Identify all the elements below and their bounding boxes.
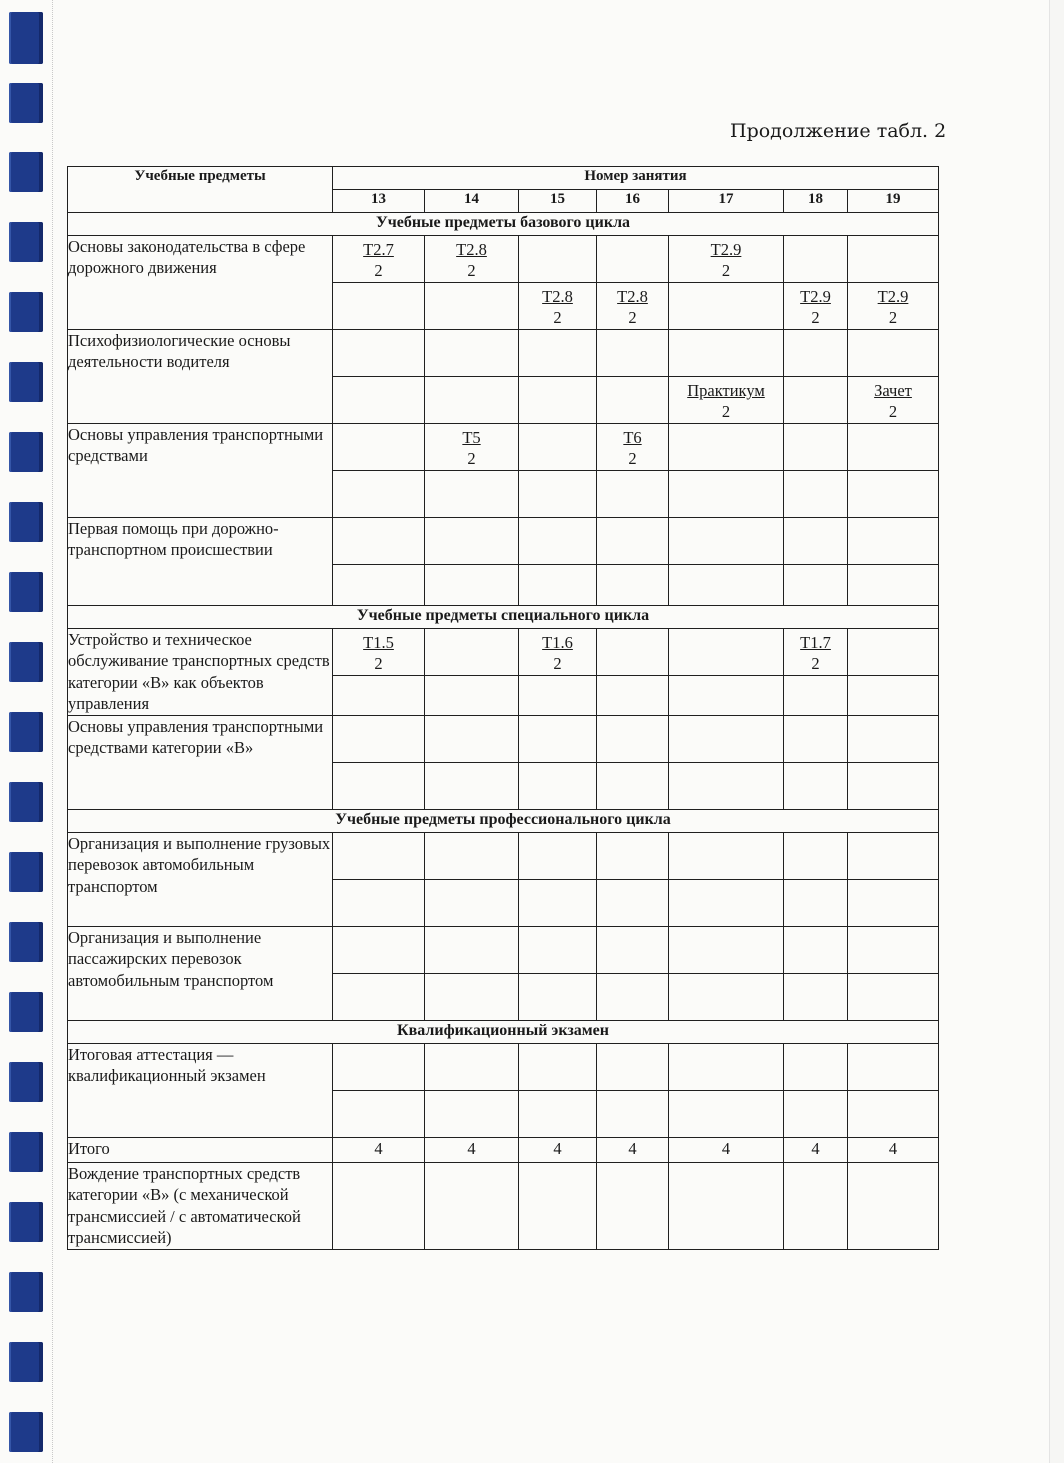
table-cell (519, 879, 597, 926)
total-16: 4 (597, 1137, 669, 1162)
hours-value: 2 (553, 654, 562, 674)
table-cell (519, 629, 597, 676)
subject-traffic-law: Основы законодательства в сфере дорожного движения (68, 236, 333, 330)
hours-value: 2 (374, 261, 383, 281)
table-cell (519, 565, 597, 606)
topic-code: Т2.9 (877, 287, 909, 306)
binding-ring (9, 292, 43, 332)
binding-ring (9, 12, 43, 64)
table-cell (597, 424, 669, 471)
binding-ring (9, 1062, 43, 1102)
table-cell (848, 762, 939, 809)
total-13: 4 (333, 1137, 425, 1162)
table-cell (784, 377, 848, 424)
subject-vehicle-control: Основы управления транспортными средствами (68, 424, 333, 518)
table-cell (597, 1090, 669, 1137)
topic-code: Т2.8 (617, 287, 648, 306)
table-cell (425, 676, 519, 715)
table-cell (333, 973, 425, 1020)
table-cell (519, 762, 597, 809)
table-cell (333, 832, 425, 879)
table-cell (425, 629, 519, 676)
table-cell (333, 377, 425, 424)
topic-code: Т2.8 (456, 240, 487, 259)
table-cell (597, 1043, 669, 1090)
topic-code: Т2.9 (710, 240, 742, 259)
table-cell (669, 1043, 784, 1090)
table-cell (669, 629, 784, 676)
section-special-title: Учебные предметы специального цикла (68, 606, 939, 629)
table-cell (848, 283, 939, 330)
table-cell (669, 762, 784, 809)
table-cell (848, 676, 939, 715)
table-cell (784, 879, 848, 926)
lesson-17-header: 17 (669, 190, 784, 213)
table-cell (597, 879, 669, 926)
table-cell (597, 676, 669, 715)
table-cell (333, 236, 425, 283)
table-cell (519, 973, 597, 1020)
binding-ring (9, 222, 43, 262)
table-cell (425, 973, 519, 1020)
binding-ring (9, 152, 43, 192)
table-cell (519, 1043, 597, 1090)
binding-ring (9, 362, 43, 402)
topic-code: Практикум (687, 381, 765, 400)
table-cell (519, 236, 597, 283)
table-cell (519, 330, 597, 377)
total-17: 4 (669, 1137, 784, 1162)
lesson-18-header: 18 (784, 190, 848, 213)
table-cell (519, 424, 597, 471)
table-cell (669, 330, 784, 377)
hours-value: 2 (721, 261, 731, 281)
table-cell (425, 926, 519, 973)
table-cell (669, 471, 784, 518)
spiral-binding (0, 0, 48, 1463)
table-cell (425, 1162, 519, 1249)
binding-ring (9, 1342, 43, 1382)
table-cell (597, 1162, 669, 1249)
table-cell (784, 973, 848, 1020)
subjects-header: Учебные предметы (68, 167, 333, 213)
hours-value: 2 (721, 402, 731, 422)
table-cell (519, 1162, 597, 1249)
binding-ring (9, 1202, 43, 1242)
subject-driving: Вождение транспортных средств категории «В» (с механической трансмиссией / с автоматической трансмиссией) (68, 1162, 333, 1249)
table-cell (425, 471, 519, 518)
table-cell (669, 1162, 784, 1249)
table-cell (669, 283, 784, 330)
table-cell (669, 424, 784, 471)
table-cell (669, 1090, 784, 1137)
table-cell (425, 715, 519, 762)
table-cell (519, 926, 597, 973)
page-edge (1049, 0, 1064, 1463)
table-cell (848, 377, 939, 424)
binding-ring (9, 1132, 43, 1172)
table-cell (425, 832, 519, 879)
topic-code: Т2.7 (363, 240, 394, 259)
schedule-table (67, 166, 939, 1250)
table-cell (669, 518, 784, 565)
table-cell (848, 926, 939, 973)
table-cell (784, 1043, 848, 1090)
hours-value: 2 (374, 654, 383, 674)
table-cell (425, 377, 519, 424)
table-cell (597, 926, 669, 973)
table-cell (333, 424, 425, 471)
total-15: 4 (519, 1137, 597, 1162)
table-cell (784, 424, 848, 471)
table-cell (519, 715, 597, 762)
table-cell (669, 832, 784, 879)
binding-ring (9, 712, 43, 752)
table-cell (333, 629, 425, 676)
lesson-13-header: 13 (333, 190, 425, 213)
binding-ring (9, 1412, 43, 1452)
table-cell (848, 629, 939, 676)
table-cell (784, 629, 848, 676)
table-cell (333, 879, 425, 926)
total-14: 4 (425, 1137, 519, 1162)
table-cell (848, 518, 939, 565)
table-cell (848, 879, 939, 926)
table-cell (597, 236, 669, 283)
table-cell (597, 471, 669, 518)
table-cell (597, 715, 669, 762)
table-cell (597, 518, 669, 565)
table-cell (425, 879, 519, 926)
table-cell (669, 676, 784, 715)
binding-ring (9, 852, 43, 892)
table-cell (425, 1043, 519, 1090)
subject-vehicle-device: Устройство и техническое обслуживание транспортных средств категории «В» как объектов управления (68, 629, 333, 716)
table-cell (669, 715, 784, 762)
table-cell (669, 377, 784, 424)
table-cell (519, 518, 597, 565)
lesson-number-header: Номер занятия (333, 167, 939, 190)
table-cell (597, 330, 669, 377)
binding-ring (9, 432, 43, 472)
table-cell (333, 762, 425, 809)
topic-code: Т1.5 (363, 633, 394, 652)
table-cell (784, 518, 848, 565)
table-cell (519, 471, 597, 518)
total-18: 4 (784, 1137, 848, 1162)
table-cell (519, 283, 597, 330)
topic-code: Т5 (462, 428, 481, 447)
table-cell (784, 330, 848, 377)
topic-code: Т1.6 (542, 633, 573, 652)
table-cell (333, 926, 425, 973)
table-cell (425, 236, 519, 283)
table-cell (784, 832, 848, 879)
hours-value: 2 (628, 308, 637, 328)
table-cell (669, 236, 784, 283)
table-cell (333, 1162, 425, 1249)
table-cell (333, 518, 425, 565)
table-cell (848, 471, 939, 518)
table-cell (597, 283, 669, 330)
hours-value: 2 (628, 449, 637, 469)
table-cell (425, 330, 519, 377)
section-professional-title: Учебные предметы профессионального цикла (68, 809, 939, 832)
table-cell (425, 424, 519, 471)
table-cell (848, 973, 939, 1020)
lesson-15-header: 15 (519, 190, 597, 213)
table-cell (784, 1162, 848, 1249)
table-cell (597, 565, 669, 606)
topic-code: Т2.8 (542, 287, 573, 306)
binding-ring (9, 572, 43, 612)
table-cell (425, 565, 519, 606)
hours-value: 2 (888, 402, 898, 422)
subject-vehicle-control-b: Основы управления транспортными средствами категории «В» (68, 715, 333, 809)
table-caption: Продолжение табл. 2 (730, 120, 947, 142)
binding-ring (9, 782, 43, 822)
subject-passenger-transport: Организация и выполнение пассажирских перевозок автомобильным транспортом (68, 926, 333, 1020)
binding-ring (9, 1272, 43, 1312)
table-cell (784, 471, 848, 518)
hours-value: 2 (811, 654, 820, 674)
table-cell (848, 1162, 939, 1249)
binding-ring (9, 502, 43, 542)
lesson-14-header: 14 (425, 190, 519, 213)
table-cell (784, 676, 848, 715)
table-cell (848, 565, 939, 606)
section-basic-title: Учебные предметы базового цикла (68, 213, 939, 236)
hours-value: 2 (811, 308, 820, 328)
table-cell (784, 236, 848, 283)
table-cell (669, 879, 784, 926)
table-cell (333, 283, 425, 330)
table-cell (848, 1090, 939, 1137)
lesson-19-header: 19 (848, 190, 939, 213)
table-cell (669, 565, 784, 606)
table-cell (519, 676, 597, 715)
table-cell (848, 1043, 939, 1090)
table-cell (784, 926, 848, 973)
binding-ring (9, 922, 43, 962)
table-cell (848, 715, 939, 762)
punch-holes (52, 0, 59, 1463)
lesson-16-header: 16 (597, 190, 669, 213)
subject-first-aid: Первая помощь при дорожно-транспортном происшествии (68, 518, 333, 606)
table-cell (669, 973, 784, 1020)
table-cell (597, 832, 669, 879)
topic-code: Т1.7 (800, 633, 831, 652)
table-cell (425, 762, 519, 809)
table-cell (333, 715, 425, 762)
hours-value: 2 (467, 449, 476, 469)
subject-cargo-transport: Организация и выполнение грузовых перевозок автомобильным транспортом (68, 832, 333, 926)
table-cell (425, 283, 519, 330)
topic-code: Зачет (874, 381, 912, 400)
table-cell (597, 377, 669, 424)
subject-final-attestation: Итоговая аттестация — квалификационный экзамен (68, 1043, 333, 1137)
table-cell (425, 518, 519, 565)
table-cell (333, 676, 425, 715)
table-cell (784, 762, 848, 809)
table-cell (597, 973, 669, 1020)
table-cell (333, 565, 425, 606)
table-cell (784, 565, 848, 606)
hours-value: 2 (553, 308, 562, 328)
table-cell (519, 377, 597, 424)
section-exam-title: Квалификационный экзамен (68, 1020, 939, 1043)
hours-value: 2 (467, 261, 476, 281)
table-cell (848, 330, 939, 377)
table-cell (333, 1043, 425, 1090)
table-cell (848, 424, 939, 471)
table-cell (519, 1090, 597, 1137)
table-cell (784, 283, 848, 330)
binding-ring (9, 642, 43, 682)
table-cell (519, 832, 597, 879)
binding-ring (9, 83, 43, 123)
table-cell (333, 1090, 425, 1137)
table-cell (425, 1090, 519, 1137)
table-cell (784, 715, 848, 762)
table-cell (848, 236, 939, 283)
table-cell (784, 1090, 848, 1137)
total-label: Итого (68, 1137, 333, 1162)
table-cell (597, 629, 669, 676)
table-cell (669, 926, 784, 973)
topic-code: Т6 (623, 428, 642, 447)
topic-code: Т2.9 (800, 287, 831, 306)
total-19: 4 (848, 1137, 939, 1162)
binding-ring (9, 992, 43, 1032)
subject-psychophysiology: Психофизиологические основы деятельности водителя (68, 330, 333, 424)
hours-value: 2 (888, 308, 898, 328)
table-cell (333, 471, 425, 518)
table-cell (597, 762, 669, 809)
table-cell (333, 330, 425, 377)
table-cell (848, 832, 939, 879)
